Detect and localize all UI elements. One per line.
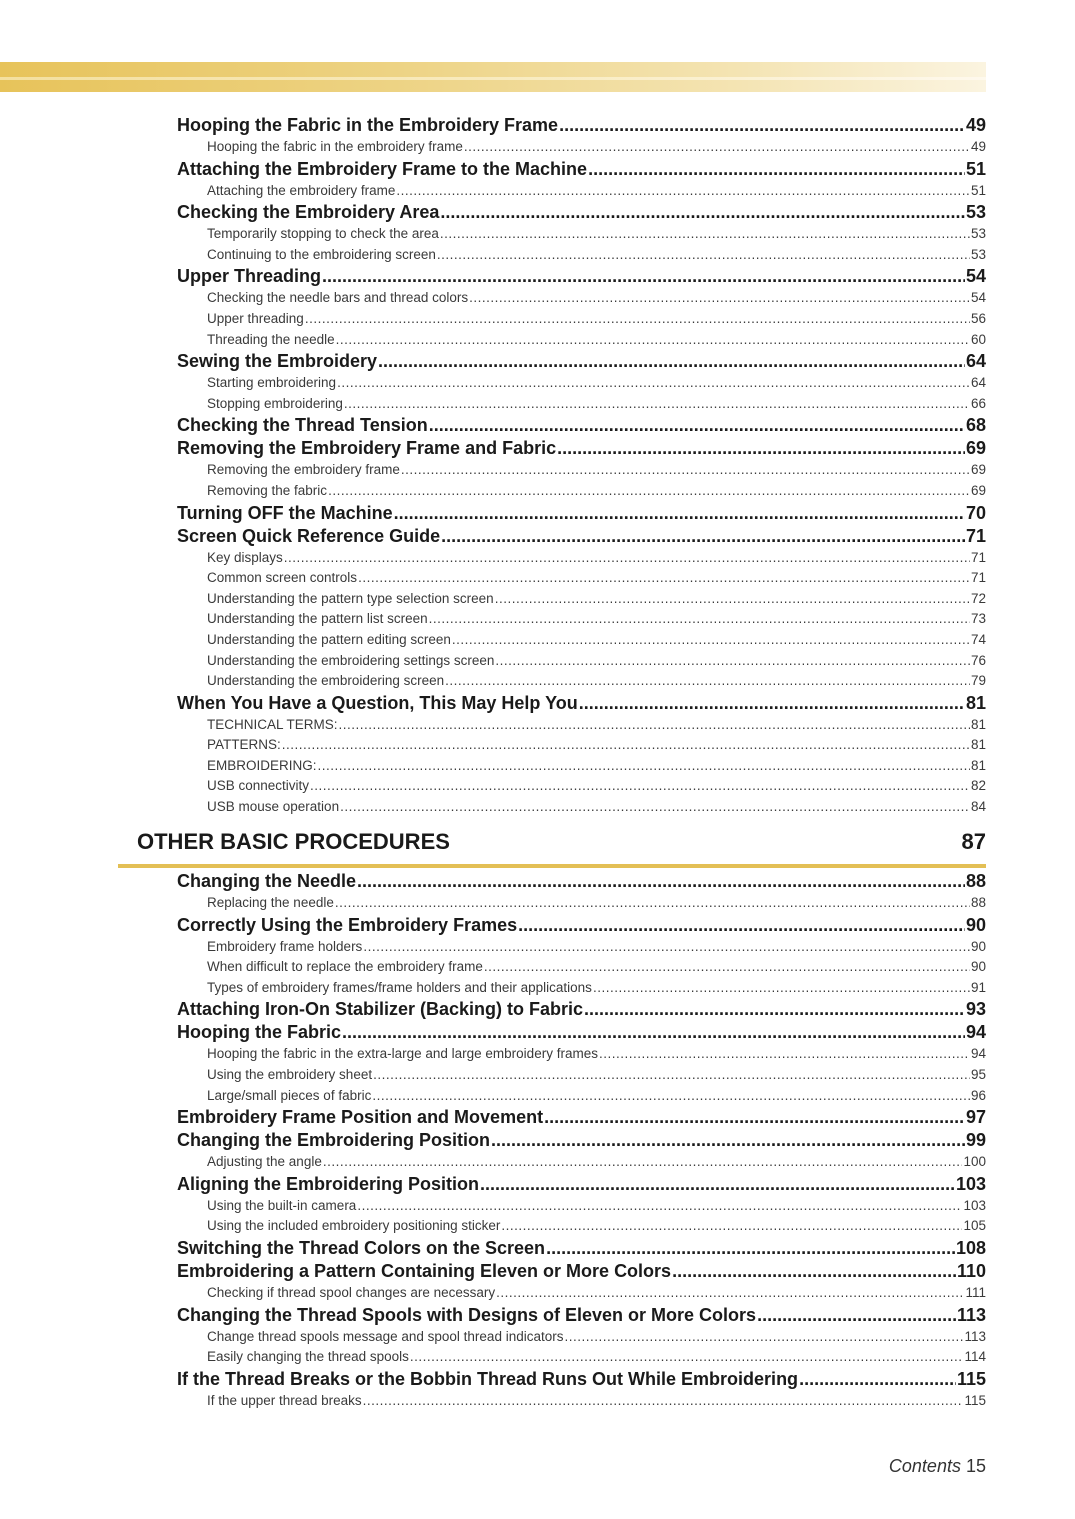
toc-entry-subheading[interactable] bbox=[177, 330, 986, 351]
toc-leader-dots bbox=[584, 998, 965, 1021]
toc-entry-page: 88 bbox=[965, 871, 986, 891]
toc-entry-subheading[interactable] bbox=[177, 630, 986, 651]
toc-leader-dots bbox=[484, 957, 970, 978]
toc-entry-title: Understanding the embroidering screen bbox=[207, 673, 445, 689]
toc-entry-subheading[interactable] bbox=[177, 481, 986, 502]
toc-entry-title: Key displays bbox=[207, 549, 283, 565]
toc-entry-heading[interactable] bbox=[177, 1106, 986, 1129]
toc-entry-heading[interactable] bbox=[177, 1129, 986, 1152]
toc-entry-page: 51 bbox=[970, 182, 986, 198]
toc-leader-dots bbox=[318, 756, 970, 777]
toc-entry-title: Types of embroidery frames/frame holders and their applications bbox=[207, 979, 592, 995]
toc-entry-title: Understanding the pattern list screen bbox=[207, 611, 428, 627]
toc-entry-title: Upper threading bbox=[207, 310, 304, 326]
toc-entry-title: Hooping the Fabric bbox=[177, 1022, 341, 1043]
toc-entry-subheading[interactable] bbox=[177, 1044, 986, 1065]
toc-entry-heading[interactable] bbox=[177, 350, 986, 373]
toc-entry-page: 111 bbox=[965, 1284, 986, 1300]
toc-entry-page: 110 bbox=[956, 1260, 986, 1281]
toc-entry-title: When difficult to replace the embroidery frame bbox=[207, 959, 483, 975]
toc-leader-dots bbox=[480, 1173, 955, 1196]
toc-entry-title: Sewing the Embroidery bbox=[177, 351, 378, 372]
toc-leader-dots bbox=[495, 651, 970, 672]
toc-entry-page: 88 bbox=[970, 895, 986, 910]
toc-entry-title: Removing the Embroidery Frame and Fabric bbox=[177, 438, 557, 459]
toc-entry-title: Removing the fabric bbox=[207, 482, 328, 498]
toc-leader-dots bbox=[445, 671, 970, 692]
toc-leader-dots bbox=[305, 309, 970, 330]
toc-entry-page: 91 bbox=[970, 979, 986, 995]
toc-entry-heading[interactable] bbox=[177, 1260, 986, 1283]
toc-entry-page: 71 bbox=[970, 549, 986, 565]
toc-entry-title: Hooping the fabric in the embroidery frame bbox=[207, 139, 463, 154]
toc-entry-page: 49 bbox=[970, 139, 986, 154]
toc-entry-title: Correctly Using the Embroidery Frames bbox=[177, 914, 518, 935]
toc-entry-subheading[interactable] bbox=[177, 394, 986, 415]
section-heading bbox=[137, 829, 986, 861]
toc-entry-title: USB connectivity bbox=[207, 778, 310, 794]
toc-leader-dots bbox=[396, 181, 970, 202]
toc-entry-subheading[interactable] bbox=[177, 1086, 986, 1107]
toc-leader-dots bbox=[429, 414, 965, 437]
toc-entry-subheading[interactable] bbox=[177, 776, 986, 797]
toc-entry-page: 95 bbox=[970, 1066, 986, 1082]
toc-entry-title: Checking the Thread Tension bbox=[177, 415, 428, 436]
toc-entry-title: Continuing to the embroidering screen bbox=[207, 246, 436, 262]
toc-entry-title: Hooping the fabric in the extra-large and large embroidery frames bbox=[207, 1046, 598, 1062]
toc-entry-title: Aligning the Embroidering Position bbox=[177, 1173, 479, 1194]
toc-entry-title: Using the included embroidery positioning sticker bbox=[207, 1218, 501, 1234]
toc-leader-dots bbox=[588, 158, 965, 181]
toc-list-top bbox=[177, 114, 986, 818]
toc-entry-page: 96 bbox=[970, 1087, 986, 1103]
toc-entry-page: 73 bbox=[970, 611, 986, 627]
toc-entry-subheading[interactable] bbox=[177, 1196, 986, 1217]
toc-entry-title: Easily changing the thread spools bbox=[207, 1349, 409, 1365]
toc-leader-dots bbox=[337, 373, 970, 394]
toc-entry-page: 60 bbox=[970, 331, 986, 347]
toc-entry-page: 84 bbox=[970, 799, 986, 815]
toc-entry-page: 53 bbox=[965, 202, 986, 223]
toc-entry-subheading[interactable] bbox=[177, 715, 986, 736]
toc-entry-subheading[interactable] bbox=[177, 309, 986, 330]
toc-entry-page: 113 bbox=[964, 1328, 986, 1344]
toc-entry-title: Removing the embroidery frame bbox=[207, 462, 400, 478]
toc-entry-page: 81 bbox=[970, 737, 986, 753]
toc-leader-dots bbox=[491, 1129, 965, 1152]
toc-entry-title: If the Thread Breaks or the Bobbin Thread Runs Out While Embroidering bbox=[177, 1368, 799, 1389]
toc-entry-title: Stopping embroidering bbox=[207, 395, 343, 411]
section-rule bbox=[118, 864, 986, 868]
toc-list-bottom bbox=[177, 870, 986, 1411]
toc-leader-dots bbox=[410, 1347, 964, 1368]
toc-entry-page: 70 bbox=[965, 502, 986, 523]
toc-entry-subheading[interactable] bbox=[177, 181, 986, 202]
toc-entry-subheading[interactable] bbox=[177, 1152, 986, 1173]
toc-leader-dots bbox=[440, 224, 970, 245]
toc-leader-dots bbox=[357, 870, 965, 893]
toc-entry-heading[interactable] bbox=[177, 1021, 986, 1044]
toc-entry-heading[interactable] bbox=[177, 437, 986, 460]
toc-leader-dots bbox=[501, 1216, 962, 1237]
toc-entry-heading[interactable] bbox=[177, 1237, 986, 1260]
toc-entry-page: 71 bbox=[970, 570, 986, 586]
footer-label: Contents bbox=[888, 1456, 961, 1476]
toc-entry-subheading[interactable] bbox=[177, 137, 986, 158]
toc-entry-subheading[interactable] bbox=[177, 373, 986, 394]
toc-leader-dots bbox=[495, 589, 970, 610]
toc-entry-page: 66 bbox=[970, 395, 986, 411]
toc-entry-subheading[interactable] bbox=[177, 245, 986, 266]
toc-leader-dots bbox=[310, 776, 970, 797]
toc-entry-title: Threading the needle bbox=[207, 331, 335, 347]
toc-entry-page: 71 bbox=[965, 525, 986, 546]
toc-leader-dots bbox=[372, 1086, 970, 1107]
toc-entry-title: Checking if thread spool changes are necessary bbox=[207, 1284, 496, 1300]
toc-entry-page: 69 bbox=[965, 438, 986, 459]
toc-leader-dots bbox=[496, 1283, 964, 1304]
toc-entry-page: 81 bbox=[970, 757, 986, 773]
toc-entry-title: Temporarily stopping to check the area bbox=[207, 226, 439, 242]
toc-leader-dots bbox=[452, 630, 970, 651]
toc-leader-dots bbox=[518, 914, 965, 937]
toc-entry-heading[interactable] bbox=[177, 998, 986, 1021]
toc-leader-dots bbox=[373, 1065, 970, 1086]
toc-leader-dots bbox=[599, 1044, 970, 1065]
toc-entry-page: 108 bbox=[955, 1237, 986, 1258]
toc-entry-title: Screen Quick Reference Guide bbox=[177, 525, 441, 546]
toc-leader-dots bbox=[593, 978, 970, 999]
toc-entry-title: Attaching the embroidery frame bbox=[207, 182, 396, 198]
toc-entry-page: 103 bbox=[963, 1197, 986, 1213]
toc-entry-page: 90 bbox=[970, 959, 986, 975]
toc-entry-title: Turning OFF the Machine bbox=[177, 502, 393, 523]
toc-entry-heading[interactable] bbox=[177, 502, 986, 525]
toc-entry-title: Changing the Embroidering Position bbox=[177, 1130, 490, 1151]
toc-entry-title: EMBROIDERING: bbox=[207, 757, 317, 773]
toc-entry-subheading[interactable] bbox=[177, 589, 986, 610]
toc-entry-page: 51 bbox=[965, 158, 986, 179]
footer-page-number: 15 bbox=[965, 1456, 986, 1476]
toc-entry-title: When You Have a Question, This May Help You bbox=[177, 692, 578, 713]
toc-entry-subheading[interactable] bbox=[177, 651, 986, 672]
toc-entry-title: Checking the Embroidery Area bbox=[177, 202, 440, 223]
toc-leader-dots bbox=[672, 1260, 956, 1283]
toc-entry-page: 90 bbox=[965, 914, 986, 935]
toc-entry-page: 97 bbox=[965, 1107, 986, 1128]
toc-entry-subheading[interactable] bbox=[177, 957, 986, 978]
toc-entry-page: 82 bbox=[970, 778, 986, 794]
toc-leader-dots bbox=[284, 548, 970, 569]
toc-leader-dots bbox=[464, 137, 970, 158]
toc-entry-title: Starting embroidering bbox=[207, 375, 337, 391]
toc-leader-dots bbox=[323, 1152, 963, 1173]
toc-leader-dots bbox=[282, 735, 970, 756]
toc-leader-dots bbox=[378, 350, 965, 373]
toc-entry-subheading[interactable] bbox=[177, 1391, 986, 1412]
toc-entry-page: 94 bbox=[970, 1046, 986, 1062]
toc-entry-title: Changing the Thread Spools with Designs of Eleven or More Colors bbox=[177, 1304, 757, 1325]
toc-entry-title: Understanding the pattern editing screen bbox=[207, 631, 451, 647]
toc-leader-dots bbox=[336, 330, 970, 351]
toc-entry-page: 74 bbox=[970, 631, 986, 647]
toc-entry-subheading[interactable] bbox=[177, 978, 986, 999]
toc-entry-subheading[interactable] bbox=[177, 735, 986, 756]
toc-entry-page: 99 bbox=[965, 1130, 986, 1151]
toc-entry-title: Hooping the Fabric in the Embroidery Frame bbox=[177, 115, 559, 135]
toc-leader-dots bbox=[546, 1237, 955, 1260]
toc-leader-dots bbox=[401, 460, 970, 481]
toc-entry-title: Using the built-in camera bbox=[207, 1197, 357, 1213]
toc-entry-page: 54 bbox=[970, 290, 986, 306]
toc-entry-page: 69 bbox=[970, 462, 986, 478]
toc-entry-page: 114 bbox=[964, 1349, 986, 1365]
toc-leader-dots bbox=[339, 715, 970, 736]
toc-leader-dots bbox=[799, 1368, 956, 1391]
toc-leader-dots bbox=[340, 797, 970, 818]
toc-entry-page: 94 bbox=[965, 1022, 986, 1043]
toc-entry-title: Replacing the needle bbox=[207, 895, 334, 910]
toc-leader-dots bbox=[363, 1391, 964, 1412]
toc-entry-title: PATTERNS: bbox=[207, 737, 281, 753]
section-page: 87 bbox=[961, 829, 986, 854]
toc-entry-page: 105 bbox=[963, 1218, 986, 1234]
toc-entry-title: Change thread spools message and spool thread indicators bbox=[207, 1328, 564, 1344]
toc-entry-heading[interactable] bbox=[177, 414, 986, 437]
toc-entry-subheading[interactable] bbox=[177, 1327, 986, 1348]
toc-entry-subheading[interactable] bbox=[177, 568, 986, 589]
toc-entry-subheading[interactable] bbox=[177, 756, 986, 777]
toc-entry-page: 90 bbox=[970, 938, 986, 954]
toc-leader-dots bbox=[544, 1106, 965, 1129]
toc-entry-title: Common screen controls bbox=[207, 570, 358, 586]
toc-entry-title: Upper Threading bbox=[177, 266, 322, 287]
toc-entry-title: USB mouse operation bbox=[207, 799, 340, 815]
toc-entry-page: 113 bbox=[956, 1304, 986, 1325]
toc-leader-dots bbox=[757, 1304, 956, 1327]
toc-entry-title: If the upper thread breaks bbox=[207, 1392, 362, 1408]
toc-entry-page: 115 bbox=[964, 1392, 986, 1408]
toc-entry-page: 93 bbox=[965, 999, 986, 1020]
toc-entry-page: 115 bbox=[956, 1368, 986, 1389]
toc-leader-dots bbox=[328, 481, 970, 502]
toc-entry-heading[interactable] bbox=[177, 870, 986, 893]
toc-entry-title: Embroidery Frame Position and Movement bbox=[177, 1107, 544, 1128]
toc-entry-page: 53 bbox=[970, 246, 986, 262]
toc-entry-heading[interactable] bbox=[177, 692, 986, 715]
toc-leader-dots bbox=[335, 893, 970, 914]
toc-entry-subheading[interactable] bbox=[177, 1216, 986, 1237]
toc-entry-title: TECHNICAL TERMS: bbox=[207, 716, 338, 732]
toc-leader-dots bbox=[437, 245, 970, 266]
toc-leader-dots bbox=[429, 609, 970, 630]
toc-leader-dots bbox=[357, 1196, 962, 1217]
toc-entry-page: 72 bbox=[970, 590, 986, 606]
toc-entry-heading[interactable] bbox=[177, 114, 986, 137]
toc-entry-title: Changing the Needle bbox=[177, 871, 357, 891]
toc-entry-title: Switching the Thread Colors on the Screen bbox=[177, 1237, 546, 1258]
toc-entry-page: 81 bbox=[970, 716, 986, 732]
toc-entry-subheading[interactable] bbox=[177, 671, 986, 692]
toc-entry-subheading[interactable] bbox=[177, 224, 986, 245]
toc-entry-page: 79 bbox=[970, 673, 986, 689]
toc-entry-title: Understanding the embroidering settings screen bbox=[207, 652, 495, 668]
toc-entry-heading[interactable] bbox=[177, 1368, 986, 1391]
toc-entry-subheading[interactable] bbox=[177, 1283, 986, 1304]
toc-entry-title: Adjusting the angle bbox=[207, 1154, 322, 1170]
toc-entry-title: Checking the needle bars and thread colors bbox=[207, 290, 469, 306]
toc-entry-subheading[interactable] bbox=[177, 1347, 986, 1368]
toc-entry-page: 54 bbox=[965, 266, 986, 287]
toc-entry-heading[interactable] bbox=[177, 914, 986, 937]
toc-entry-title: Large/small pieces of fabric bbox=[207, 1087, 372, 1103]
toc-entry-page: 68 bbox=[965, 415, 986, 436]
toc-entry-page: 76 bbox=[970, 652, 986, 668]
toc-entry-heading[interactable] bbox=[177, 525, 986, 548]
toc-entry-title: Attaching the Embroidery Frame to the Machine bbox=[177, 158, 588, 179]
toc-entry-page: 64 bbox=[965, 351, 986, 372]
header-decorative-stripe bbox=[0, 77, 986, 80]
toc-entry-heading[interactable] bbox=[177, 201, 986, 224]
toc-entry-page: 81 bbox=[965, 692, 986, 713]
toc-entry-page: 56 bbox=[970, 310, 986, 326]
toc-entry-title: Attaching Iron-On Stabilizer (Backing) to Fabric bbox=[177, 999, 584, 1020]
toc-leader-dots bbox=[363, 937, 970, 958]
toc-leader-dots bbox=[358, 568, 970, 589]
toc-leader-dots bbox=[469, 288, 970, 309]
toc-leader-dots bbox=[441, 525, 965, 548]
toc-leader-dots bbox=[559, 114, 965, 137]
toc-leader-dots bbox=[557, 437, 965, 460]
toc-entry-subheading[interactable] bbox=[177, 460, 986, 481]
toc-entry-subheading[interactable] bbox=[177, 937, 986, 958]
toc-entry-subheading[interactable] bbox=[177, 288, 986, 309]
toc-entry-page: 53 bbox=[970, 226, 986, 242]
toc-entry-page: 64 bbox=[970, 375, 986, 391]
page-footer bbox=[889, 1456, 986, 1477]
toc-entry-page: 103 bbox=[955, 1173, 986, 1194]
toc-leader-dots bbox=[579, 692, 965, 715]
toc-leader-dots bbox=[342, 1021, 965, 1044]
toc-entry-heading[interactable] bbox=[177, 1304, 986, 1327]
toc-entry-title: Using the embroidery sheet bbox=[207, 1066, 373, 1082]
toc-entry-title: Embroidering a Pattern Containing Eleven or More Colors bbox=[177, 1260, 672, 1281]
section-title: OTHER BASIC PROCEDURES bbox=[137, 829, 450, 854]
toc-entry-subheading[interactable] bbox=[177, 1065, 986, 1086]
toc-entry-subheading[interactable] bbox=[177, 609, 986, 630]
toc-entry-heading[interactable] bbox=[177, 265, 986, 288]
toc-leader-dots bbox=[344, 394, 970, 415]
toc-leader-dots bbox=[564, 1327, 963, 1348]
toc-entry-subheading[interactable] bbox=[177, 548, 986, 569]
toc-leader-dots bbox=[440, 201, 965, 224]
toc-leader-dots bbox=[322, 265, 965, 288]
toc-entry-page: 69 bbox=[970, 482, 986, 498]
toc-entry-subheading[interactable] bbox=[177, 797, 986, 818]
toc-leader-dots bbox=[394, 502, 965, 525]
toc-entry-heading[interactable] bbox=[177, 158, 986, 181]
toc-entry-title: Understanding the pattern type selection screen bbox=[207, 590, 494, 606]
toc-entry-subheading[interactable] bbox=[177, 893, 986, 914]
toc-entry-heading[interactable] bbox=[177, 1173, 986, 1196]
toc-entry-title: Embroidery frame holders bbox=[207, 938, 363, 954]
toc-entry-page: 100 bbox=[963, 1154, 986, 1170]
toc-entry-page: 49 bbox=[965, 115, 986, 135]
